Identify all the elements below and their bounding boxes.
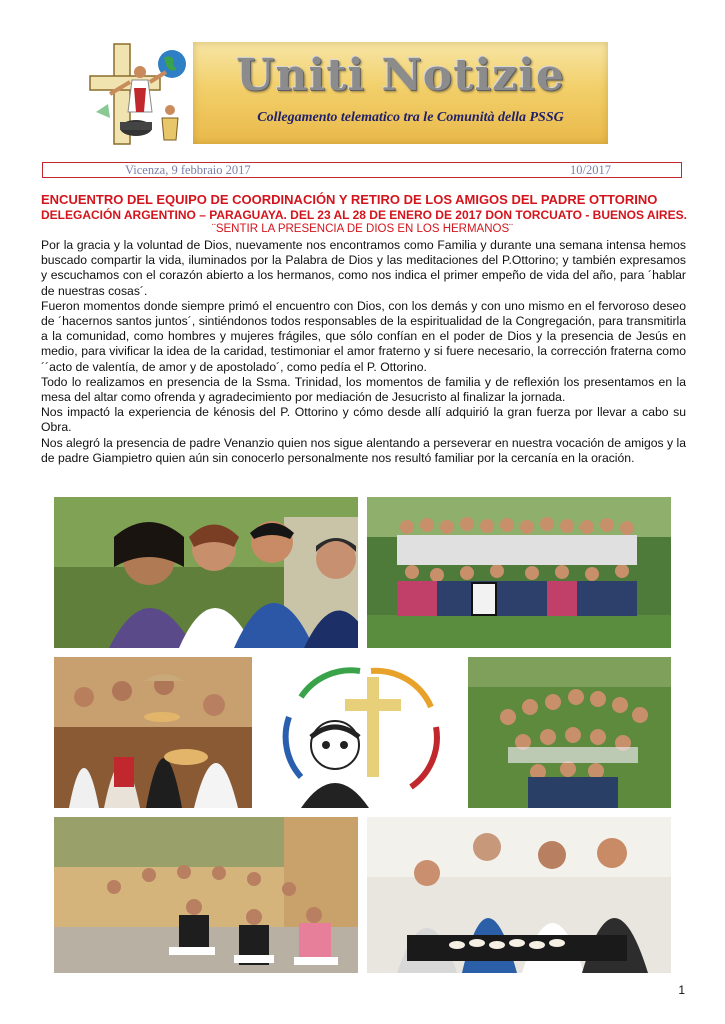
padre-ottorino-logo-image [261,657,459,808]
masthead-banner [193,42,608,144]
article-motto: ¨SENTIR LA PRESENCIA DE DIOS EN LOS HERMANOS¨ [212,223,513,235]
paragraph: Nos impactó la experiencia de kénosis del P. Ottorino y cómo desde allí adquirió la gran fuerza por llevar a cabo su Obra. [41,405,686,435]
photo-cooking-empanadas [367,817,671,973]
paragraph: Todo lo realizamos en presencia de la Ssma. Trinidad, los momentos de familia y de reflexión los presentamos en la mesa del altar como ofrenda y agradecimiento por mediación de Jesucristo al finalizar la jornada. [41,374,686,405]
photo-group-from-above [468,657,671,808]
paragraph: Fueron momentos donde siempre primó el encuentro con Dios, con los demás y con uno mismo en el fervoroso deseo de ´hacernos santos juntos´, sintiéndonos todos responsables de la espiritualidad de la Congregación, para transmitirla a la comunidad, como hombres y mujeres frágiles, que sólo confían en el poder de Dios y la presencia de Jesús en medio, para vivificar la idea de la caridad, testimoniar el amor fraterno y si fuere necesario, la corrección fraterna como ´´acto de valentía, de amor y de apostolado´, como pedía el P. Ottorino. [41,298,686,374]
date-bar [42,162,682,178]
article-subheadline: DELEGACIÓN ARGENTINO – PARAGUAYA. DEL 23 AL 28 DE ENERO DE 2017 DON TORCUATO - BUENOS AIRES. [41,208,687,222]
paragraph: Por la gracia y la voluntad de Dios, nuevamente nos encontramos como Familia y durante una semana intensa hemos buscado compartir la vida, iluminados por la Palabra de Dios y las meditaciones del P.Ottorino; y también expresamos y escuchamos con el corazón abierto a los hermanos, como nos indica el primer empeño de vida del año, para ´hablar de nuestras cosas´. [41,238,686,298]
photo-meeting-circle [54,817,358,973]
photo-kitchen-group [54,657,252,808]
photo-group-four-people [54,497,358,648]
page-number: 1 [678,983,685,997]
newsletter-title: Uniti Notizie [236,50,565,101]
issue-date: Vicenza, 9 febbraio 2017 [125,163,251,177]
article-body [41,238,686,466]
paragraph: Nos alegró la presencia de padre Venanzio quien nos sigue alentando a perseverar en nuestra vocación de amigos y la de padre Giampietro quien aún sin conocerlo personalmente nos resultó familiar por la cercanía en la oración. [41,435,687,465]
newsletter-subtitle: Collegamento telematico tra le Comunità della PSSG [257,110,564,125]
issue-number: 10/2017 [570,163,611,177]
article-headline: ENCUENTRO DEL EQUIPO DE COORDINACIÓN Y RETIRO DE LOS AMIGOS DEL PADRE OTTORINO [41,192,658,207]
congregation-logo [86,42,192,146]
photo-large-group-garden [367,497,671,648]
